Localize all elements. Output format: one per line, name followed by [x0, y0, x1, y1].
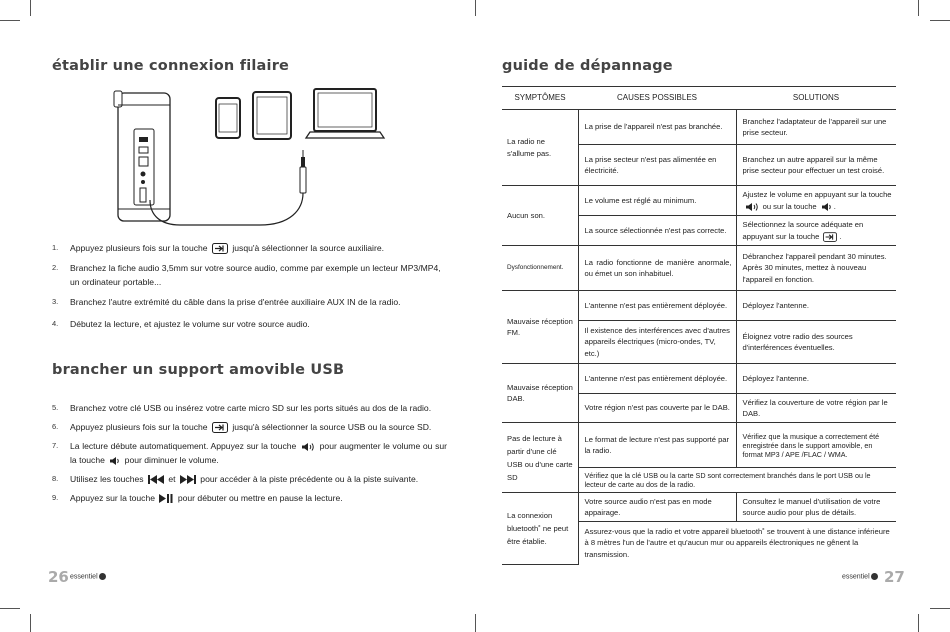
radio-icon: [114, 91, 170, 221]
solution-text: Sélectionnez la source adéquate en appuyant sur la touche: [742, 220, 864, 241]
brand-logo: [70, 573, 106, 580]
phone-icon: [216, 98, 240, 138]
volume-up-icon: [745, 202, 759, 212]
table-row: [502, 291, 896, 321]
cause-cell: Le format de lecture n'est pas supporté par la radio.: [578, 423, 736, 468]
page-number: 27: [884, 568, 905, 586]
cause-cell: Le volume est réglé au minimum.: [578, 186, 736, 216]
table-row: [502, 186, 896, 216]
next-track-icon: [180, 475, 196, 484]
list-item: [52, 491, 447, 505]
column-header-solutions: SOLUTIONS: [736, 87, 896, 110]
section-title-troubleshooting: guide de dépannage: [502, 58, 673, 74]
audio-jack-icon: [150, 150, 306, 225]
step-text: Branchez votre clé USB ou insérez votre carte micro SD sur les ports situés au dos de la radio.: [70, 403, 432, 413]
list-item: [52, 472, 447, 486]
crop-mark: [930, 608, 950, 609]
solution-cell: Vérifiez la couverture de votre région par le DAB.: [736, 394, 896, 423]
brand-name: essentiel: [842, 573, 870, 581]
solution-cell: Sélectionnez la source adéquate en appuyant sur la touche .: [736, 216, 896, 246]
section-title-wired: établir une connexion filaire: [52, 58, 290, 74]
crop-mark: [930, 20, 950, 21]
step-text: jusqu'à sélectionner la source USB ou la source SD.: [232, 422, 432, 432]
solution-text: Ajustez le volume en appuyant sur la touche: [742, 190, 892, 199]
table-row: [502, 423, 896, 468]
solution-cell: Branchez l'adaptateur de l'appareil sur une prise secteur.: [736, 110, 896, 145]
source-button-icon: [212, 243, 228, 254]
table-row: [502, 493, 896, 522]
cause-cell: La prise de l'appareil n'est pas branchée.: [578, 110, 736, 145]
step-text: La lecture débute automatiquement. Appuyez sur la touche: [70, 441, 297, 451]
solution-spanning-cell: Vérifiez que la clé USB ou la carte SD sont correctement branchés dans le port USB ou le lecteur de carte au dos de la radio.: [578, 468, 896, 493]
cause-cell: La radio fonctionne de manière anormale, ou émet un son inhabituel.: [578, 246, 736, 291]
step-text: jusqu'à sélectionner la source auxiliaire.: [232, 243, 384, 253]
cause-cell: Votre région n'est pas couverte par le DAB.: [578, 394, 736, 423]
symptom-cell: La radio ne s'allume pas.: [502, 110, 578, 186]
list-item: [52, 439, 447, 467]
step-text: et: [168, 474, 176, 484]
column-header-symptoms: SYMPTÔMES: [502, 87, 578, 110]
symptom-cell: Mauvaise réception DAB.: [502, 364, 578, 423]
tablet-icon: [253, 92, 291, 139]
step-text: Appuyez plusieurs fois sur la touche: [70, 422, 208, 432]
brand-logo: [842, 573, 878, 580]
table-header-row: [502, 87, 896, 110]
list-item: [52, 261, 447, 289]
solution-cell: Déployez l'antenne.: [736, 291, 896, 321]
step-text: Utilisez les touches: [70, 474, 144, 484]
page-number: 26: [48, 568, 69, 586]
crop-mark: [918, 614, 919, 632]
step-number: 2.: [52, 263, 59, 272]
symptom-cell: Mauvaise réception FM.: [502, 291, 578, 364]
symptom-cell: Pas de lecture à partir d'une clé USB ou d'une carte SD: [502, 423, 578, 493]
step-text: Débutez la lecture, et ajustez le volume sur votre source audio.: [70, 319, 310, 329]
crop-mark: [475, 0, 476, 16]
troubleshooting-table: [502, 86, 896, 565]
step-number: 4.: [52, 319, 59, 328]
column-header-causes: CAUSES POSSIBLES: [578, 87, 736, 110]
step-number: 9.: [52, 493, 59, 502]
connection-diagram: [110, 85, 390, 230]
step-number: 7.: [52, 441, 59, 450]
list-item: [52, 401, 447, 415]
volume-up-icon: [301, 442, 315, 452]
usb-steps-list: [52, 401, 447, 505]
cause-cell: La prise secteur n'est pas alimentée en électricité.: [578, 145, 736, 186]
solution-cell: Ajustez le volume en appuyant sur la touche ou sur la touche .: [736, 186, 896, 216]
list-item: [52, 420, 447, 434]
table-row: [502, 364, 896, 394]
previous-track-icon: [148, 475, 164, 484]
step-text: pour accéder à la piste précédente ou à la piste suivante.: [200, 474, 419, 484]
table-row: [502, 110, 896, 145]
solution-cell: Éloignez votre radio des sources d'interférences éventuelles.: [736, 321, 896, 364]
list-item: [52, 317, 447, 331]
solution-cell: Branchez un autre appareil sur la même prise secteur pour effectuer un test croisé.: [736, 145, 896, 186]
step-text: pour débuter ou mettre en pause la lecture.: [177, 493, 343, 503]
symptom-cell: Dysfonctionnement.: [502, 246, 578, 291]
step-number: 6.: [52, 422, 59, 431]
volume-down-icon: [821, 202, 832, 212]
table-row: [502, 246, 896, 291]
step-number: 1.: [52, 243, 59, 252]
list-item: [52, 241, 447, 255]
symptom-cell: La connexion bluetooth˚ ne peut être établie.: [502, 493, 578, 565]
symptom-cell: Aucun son.: [502, 186, 578, 246]
cause-cell: La source sélectionnée n'est pas correcte.: [578, 216, 736, 246]
cause-cell: L'antenne n'est pas entièrement déployée.: [578, 291, 736, 321]
source-button-icon: [212, 422, 228, 433]
brand-logo-icon: [99, 573, 106, 580]
step-text: Appuyez plusieurs fois sur la touche: [70, 243, 208, 253]
brand-name: essentiel: [70, 573, 98, 581]
step-number: 5.: [52, 403, 59, 412]
solution-cell: Déployez l'antenne.: [736, 364, 896, 394]
step-text: pour diminuer le volume.: [124, 455, 219, 465]
play-pause-icon: [159, 494, 173, 503]
solution-cell: Consultez le manuel d'utilisation de votre source audio pour plus de détails.: [736, 493, 896, 522]
source-button-icon: [823, 232, 837, 242]
solution-text: ou sur la touche: [762, 201, 817, 211]
step-number: 8.: [52, 474, 59, 483]
crop-mark: [918, 0, 919, 16]
list-item: [52, 295, 447, 309]
crop-mark: [475, 614, 476, 632]
step-text: pour augmenter le volume ou sur la touche: [70, 441, 448, 465]
step-text: Appuyez sur la touche: [70, 493, 156, 503]
cause-cell: L'antenne n'est pas entièrement déployée.: [578, 364, 736, 394]
wired-steps-list: [52, 241, 447, 331]
volume-down-icon: [109, 456, 120, 466]
solution-cell: Vérifiez que la musique a correctement été enregistrée dans le support amovible, en format MP3 / APE /FLAC / WMA.: [736, 423, 896, 468]
cause-cell: Il existence des interférences avec d'autres appareils électriques (micro-ondes, TV, etc.): [578, 321, 736, 364]
step-number: 3.: [52, 297, 59, 306]
section-title-usb: brancher un support amovible USB: [52, 362, 345, 378]
brand-logo-icon: [871, 573, 878, 580]
cause-cell: Votre source audio n'est pas en mode appairage.: [578, 493, 736, 522]
step-text: Branchez l'autre extrémité du câble dans la prise d'entrée auxiliaire AUX IN de la radio.: [70, 297, 401, 307]
step-text: Branchez la fiche audio 3,5mm sur votre source audio, comme par exemple un lecteur MP3/MP4, un ordinateur portable...: [70, 263, 441, 287]
laptop-icon: [306, 89, 384, 138]
solution-cell: Débranchez l'appareil pendant 30 minutes. Après 30 minutes, mettez à nouveau l'appareil en fonction.: [736, 246, 896, 291]
solution-spanning-cell: Assurez-vous que la radio et votre appareil bluetooth˚ se trouvent à une distance inférieure à 8 mètres l'un de l'autre et qu'aucun mur ou appareils électroniques ne gênent la transmission.: [578, 522, 896, 565]
